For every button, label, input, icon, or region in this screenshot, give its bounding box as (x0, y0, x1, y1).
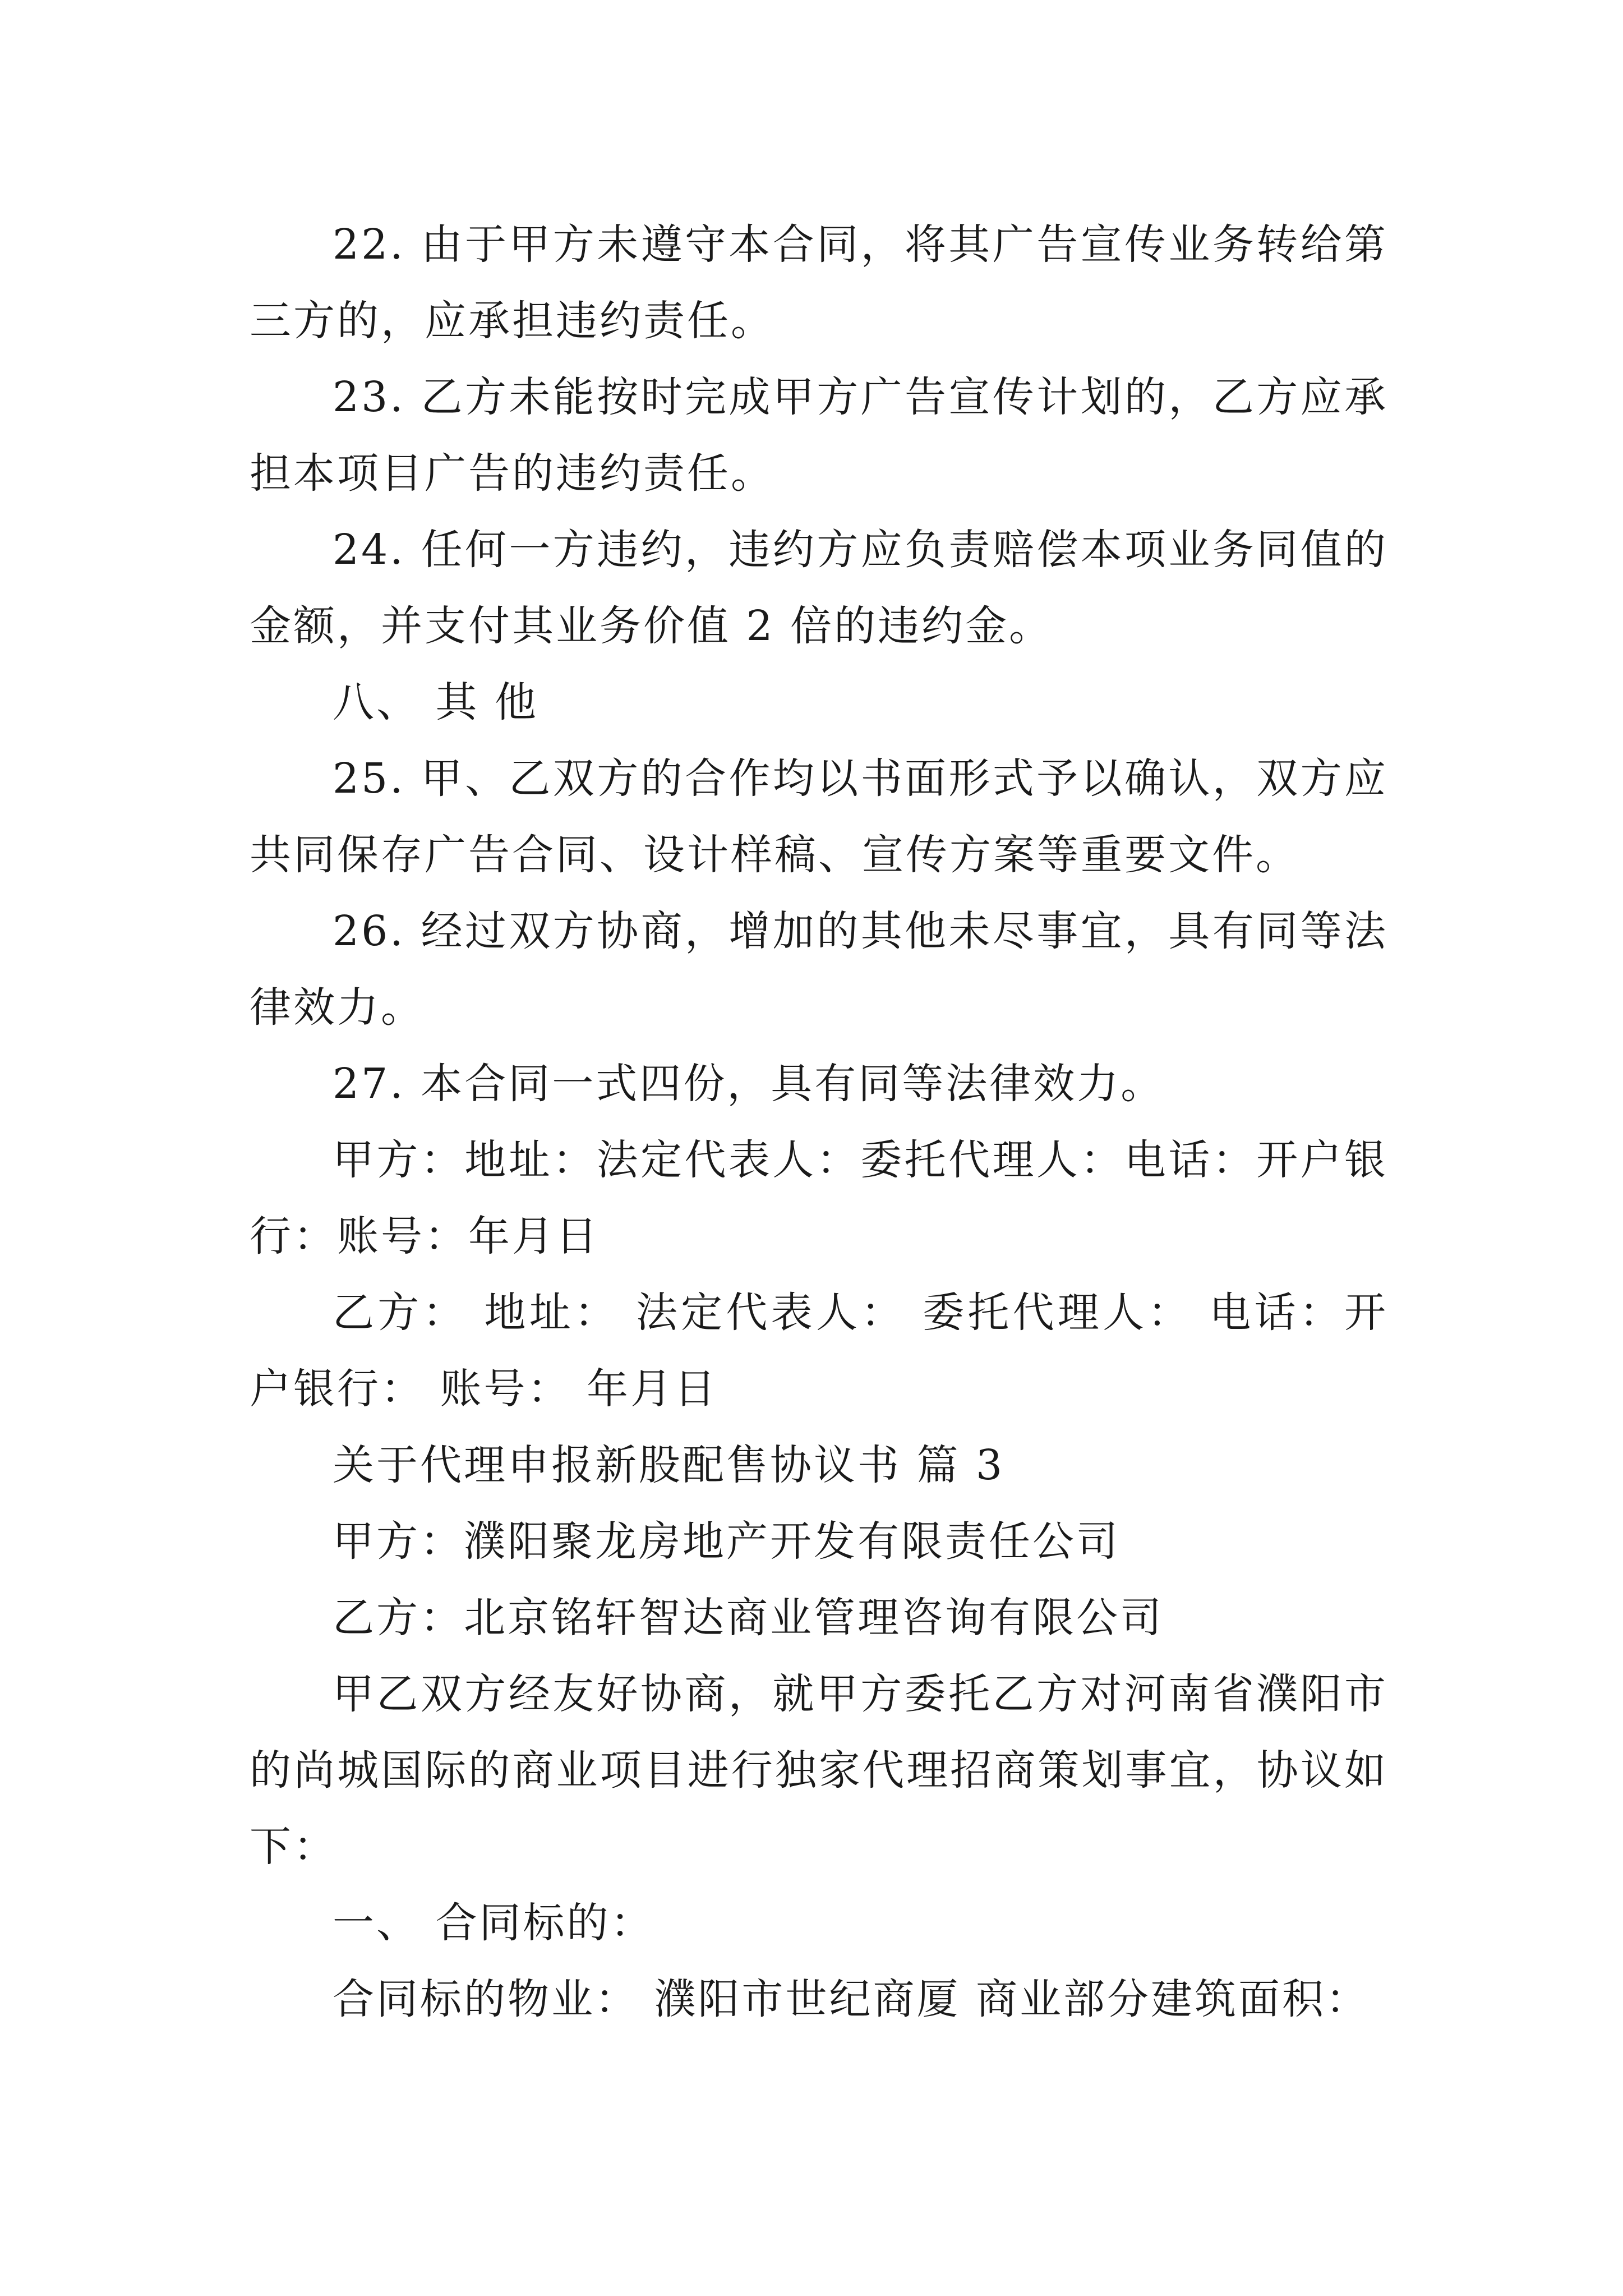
section-heading-subject: 一、 合同标的： (333, 1899, 654, 1947)
section-heading-other: 八、 其 他 (333, 678, 539, 726)
clause-27: 27. 本合同一式四份，具有同等法律效力。 (333, 1060, 1165, 1108)
party-b-name: 乙方：北京铭轩智达商业管理咨询有限公司 (333, 1594, 1164, 1642)
party-a-name: 甲方：濮阳聚龙房地产开发有限责任公司 (333, 1517, 1120, 1566)
clause-23: 23. 乙方未能按时完成甲方广告宣传计划的，乙方应承担本项目广告的违约责任。 (250, 373, 1388, 498)
party-b-signature-block: 乙方： 地址： 法定代表人： 委托代理人： 电话：开户银行： 账号： 年月日 (250, 1289, 1388, 1413)
clause-26: 26. 经过双方协商，增加的其他未尽事宜，具有同等法律效力。 (250, 907, 1388, 1032)
preamble: 甲乙双方经友好协商，就甲方委托乙方对河南省濮阳市的尚城国际的商业项目进行独家代理招商策划事宜，协议如下： (250, 1670, 1388, 1871)
document-body (250, 206, 1388, 2037)
clause-25: 25. 甲、乙双方的合作均以书面形式予以确认，双方应共同保存广告合同、设计样稿、宣传方案等重要文件。 (250, 754, 1388, 879)
clause-22: 22. 由于甲方未遵守本合同，将其广告宣传业务转给第三方的，应承担违约责任。 (250, 220, 1388, 345)
subject-property-line: 合同标的物业： 濮阳市世纪商厦 商业部分建筑面积： (333, 1975, 1370, 2023)
party-a-signature-block: 甲方：地址：法定代表人：委托代理人：电话：开户银行：账号：年月日 (250, 1136, 1388, 1260)
clause-24: 24. 任何一方违约，违约方应负责赔偿本项业务同值的金额，并支付其业务价值 2 倍的违约金。 (250, 526, 1388, 650)
article-title: 关于代理申报新股配售协议书 篇 3 (333, 1441, 1005, 1489)
